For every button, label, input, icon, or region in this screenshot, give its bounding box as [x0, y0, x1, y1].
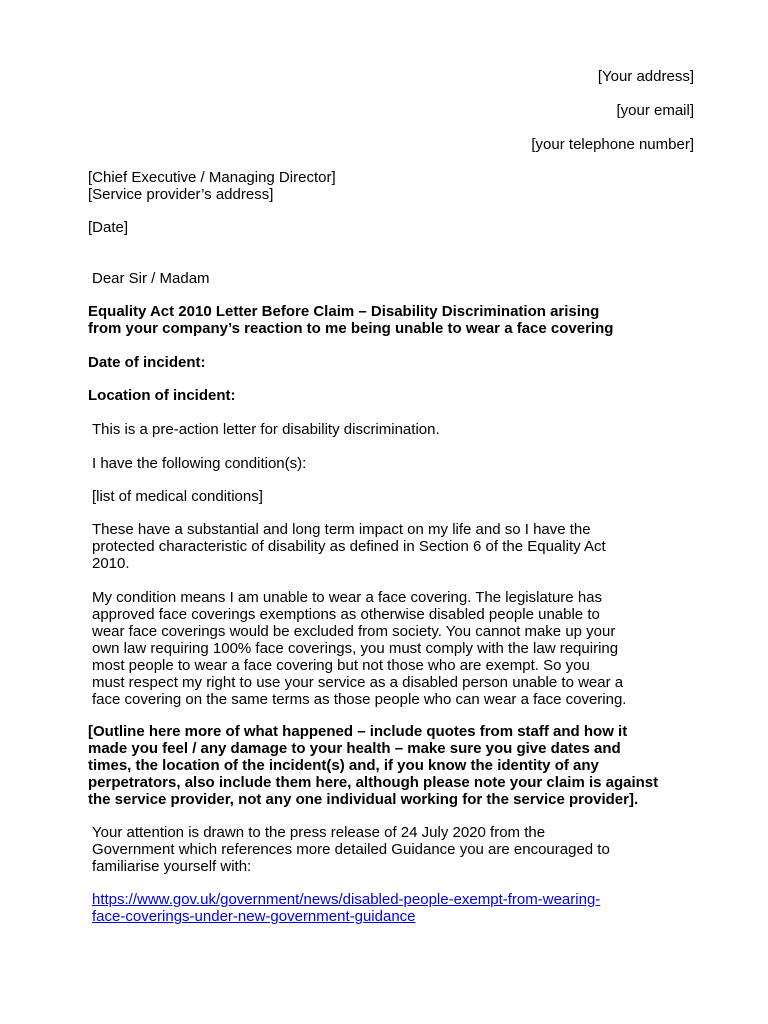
intro-paragraph: This is a pre-action letter for disability discrimination. [92, 421, 440, 438]
paragraph-line: most people to wear a face covering but not those who are exempt. So you [92, 657, 590, 674]
paragraph-line: times, the location of the incident(s) and, if you know the identity of any [88, 757, 599, 774]
guidance-link[interactable]: face-coverings-under-new-government-guidance [92, 908, 416, 925]
salutation: Dear Sir / Madam [92, 270, 210, 287]
guidance-link-block [92, 891, 600, 925]
sender-address: [Your address] [597, 68, 694, 85]
sender-email: [your email] [616, 102, 694, 119]
guidance-link[interactable]: https://www.gov.uk/government/news/disabled-people-exempt-from-wearing- [92, 891, 601, 908]
paragraph-line: wear face coverings would be excluded from society. You cannot make up your [92, 623, 616, 640]
paragraph-line: These have a substantial and long term impact on my life and so I have the [92, 521, 591, 538]
paragraph-line: familiarise yourself with: [92, 858, 252, 875]
recipient-address: [Service provider’s address] [88, 186, 274, 203]
subject-line: from your company’s reaction to me being unable to wear a face covering [88, 320, 614, 337]
conditions-intro: I have the following condition(s): [92, 455, 307, 472]
sender-telephone: [your telephone number] [531, 136, 694, 153]
paragraph-line: My condition means I am unable to wear a face covering. The legislature has [92, 589, 602, 606]
date-of-incident-label: Date of incident: [88, 354, 206, 371]
outline-paragraph [88, 723, 658, 808]
paragraph-line: protected characteristic of disability as defined in Section 6 of the Equality Act [92, 538, 606, 555]
paragraph-line: 2010. [92, 555, 130, 572]
paragraph-line: perpetrators, also include them here, although please note your claim is against [88, 774, 659, 791]
paragraph-line: own law requiring 100% face coverings, you must comply with the law requiring [92, 640, 619, 657]
subject-line: Equality Act 2010 Letter Before Claim – Disability Discrimination arising [88, 303, 600, 320]
recipient-name: [Chief Executive / Managing Director] [88, 169, 336, 186]
paragraph-line: Government which references more detailed Guidance you are encouraged to [92, 841, 610, 858]
conditions-placeholder: [list of medical conditions] [92, 488, 263, 505]
paragraph-line: made you feel / any damage to your health – make sure you give dates and [88, 740, 621, 757]
paragraph-line: approved face coverings exemptions as otherwise disabled people unable to [92, 606, 600, 623]
location-of-incident-label: Location of incident: [88, 387, 236, 404]
impact-paragraph [92, 521, 606, 572]
paragraph-line: Your attention is drawn to the press release of 24 July 2020 from the [92, 824, 546, 841]
paragraph-line: [Outline here more of what happened – include quotes from staff and how it [88, 723, 628, 740]
paragraph-line: must respect my right to use your service as a disabled person unable to wear a [92, 674, 624, 691]
letter-date: [Date] [88, 219, 129, 236]
paragraph-line: the service provider, not any one individual working for the service provider]. [88, 791, 639, 808]
condition-paragraph [92, 589, 626, 708]
subject-heading [88, 303, 613, 337]
paragraph-line: face covering on the same terms as those people who can wear a face covering. [92, 691, 627, 708]
attention-paragraph [92, 824, 610, 875]
